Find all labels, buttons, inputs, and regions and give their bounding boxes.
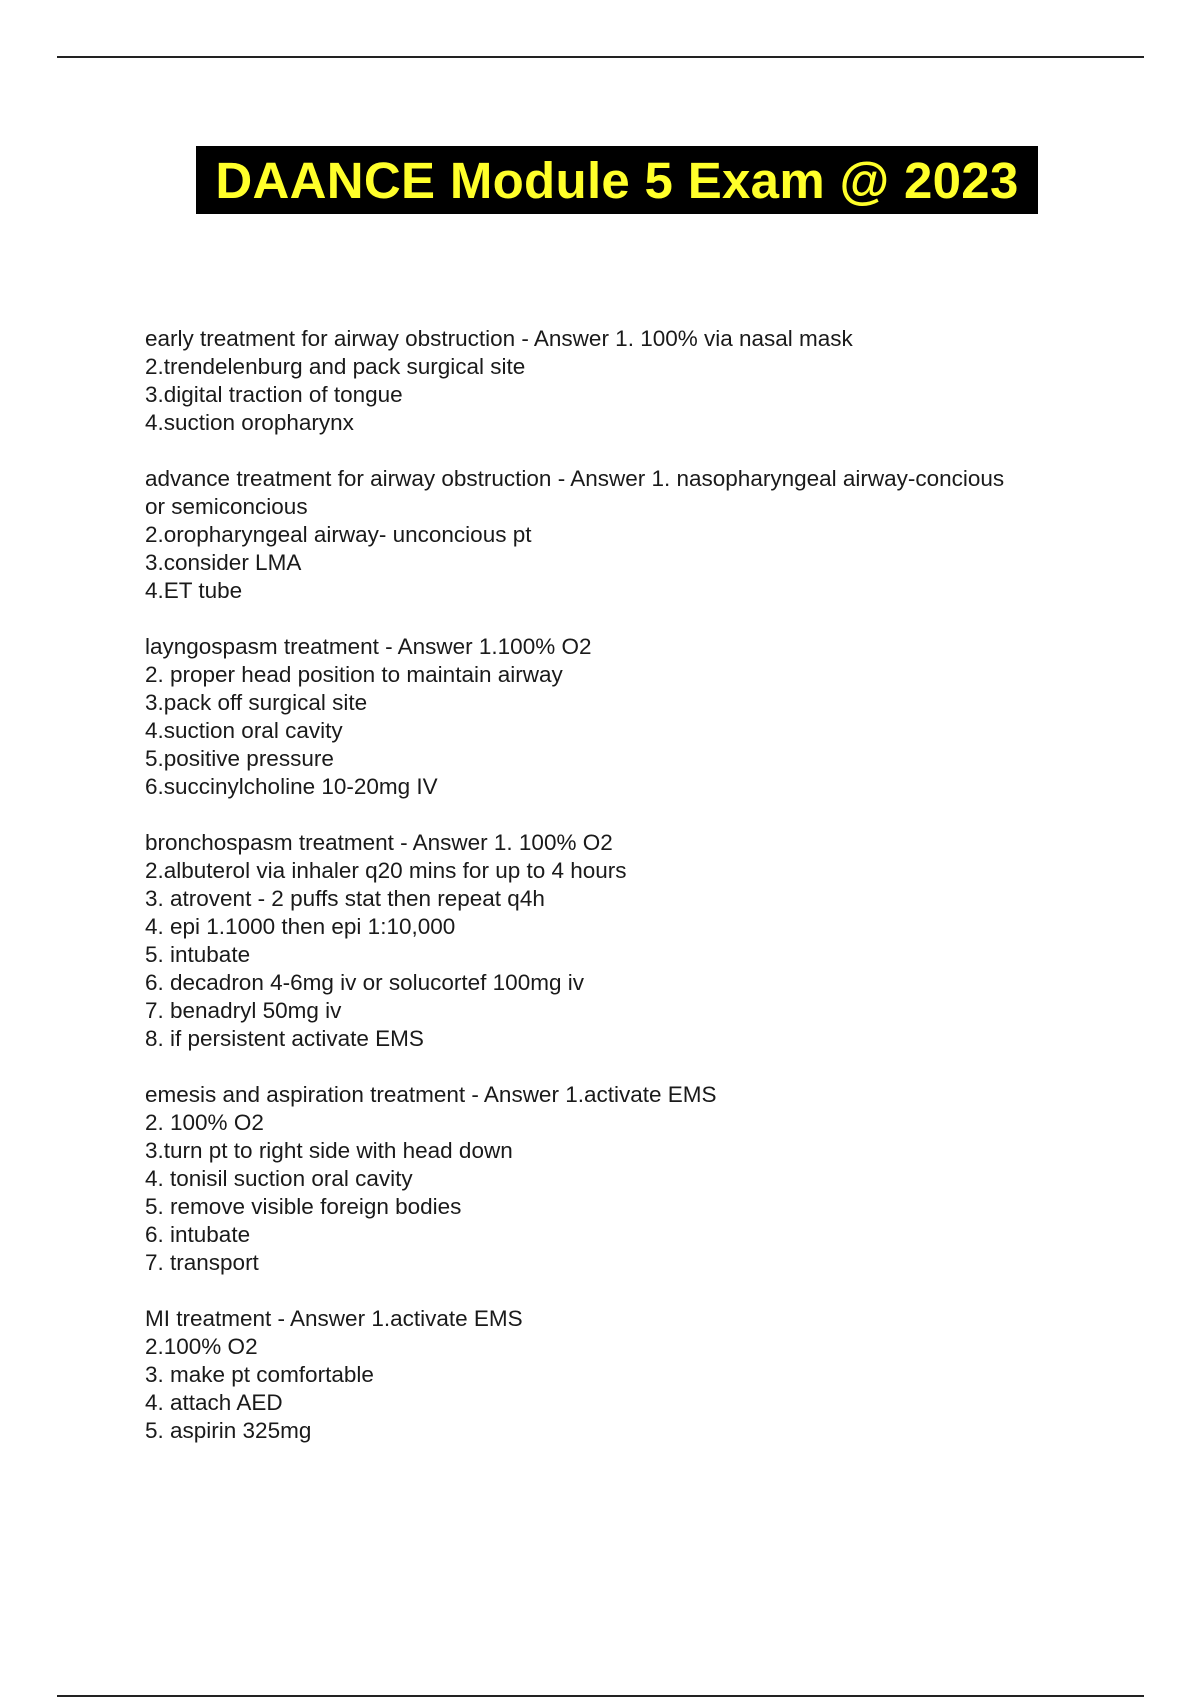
- question-line: layngospasm treatment - Answer 1.100% O2: [145, 634, 592, 659]
- answer-line: 2. proper head position to maintain airway: [145, 662, 563, 687]
- answer-line: 4. attach AED: [145, 1390, 283, 1415]
- answer-line: 3.turn pt to right side with head down: [145, 1138, 513, 1163]
- qa-entry: [145, 1081, 1095, 1277]
- answer-line: 2.oropharyngeal airway- unconcious pt: [145, 522, 532, 547]
- title-banner: [196, 146, 1038, 214]
- answer-line: 6. intubate: [145, 1222, 251, 1247]
- answer-line: 2.trendelenburg and pack surgical site: [145, 354, 526, 379]
- answer-line: 4.suction oropharynx: [145, 410, 354, 435]
- answer-line: 3.digital traction of tongue: [145, 382, 403, 407]
- answer-line: 3. make pt comfortable: [145, 1362, 374, 1387]
- qa-entry: [145, 829, 1095, 1053]
- document-body: [145, 325, 1095, 1473]
- answer-line: 5. aspirin 325mg: [145, 1418, 312, 1443]
- question-line: MI treatment - Answer 1.activate EMS: [145, 1306, 523, 1331]
- answer-line: 6.succinylcholine 10-20mg IV: [145, 774, 438, 799]
- answer-line: 5. remove visible foreign bodies: [145, 1194, 462, 1219]
- answer-line: 3.consider LMA: [145, 550, 302, 575]
- qa-entry: [145, 1305, 1095, 1445]
- question-line: advance treatment for airway obstruction - Answer 1. nasopharyngeal airway-concious: [145, 466, 1005, 491]
- question-line: emesis and aspiration treatment - Answer 1.activate EMS: [145, 1082, 717, 1107]
- answer-line: 4.suction oral cavity: [145, 718, 343, 743]
- bottom-rule: [57, 1695, 1144, 1697]
- document-title: DAANCE Module 5 Exam @ 2023: [215, 151, 1019, 209]
- answer-line: 8. if persistent activate EMS: [145, 1026, 424, 1051]
- question-line: bronchospasm treatment - Answer 1. 100% O2: [145, 830, 613, 855]
- answer-line: 6. decadron 4-6mg iv or solucortef 100mg iv: [145, 970, 584, 995]
- answer-line: 7. benadryl 50mg iv: [145, 998, 342, 1023]
- answer-line: 5. intubate: [145, 942, 251, 967]
- answer-line: 3. atrovent - 2 puffs stat then repeat q4h: [145, 886, 545, 911]
- answer-line: 7. transport: [145, 1250, 259, 1275]
- answer-line: 5.positive pressure: [145, 746, 334, 771]
- answer-line: 2.albuterol via inhaler q20 mins for up to 4 hours: [145, 858, 627, 883]
- answer-line: 2.100% O2: [145, 1334, 258, 1359]
- answer-line: 3.pack off surgical site: [145, 690, 368, 715]
- qa-entry: [145, 325, 1095, 437]
- answer-line: 4. tonisil suction oral cavity: [145, 1166, 413, 1191]
- question-line: early treatment for airway obstruction - Answer 1. 100% via nasal mask: [145, 326, 853, 351]
- answer-line: 4.ET tube: [145, 578, 243, 603]
- answer-line: 2. 100% O2: [145, 1110, 264, 1135]
- answer-line: or semiconcious: [145, 494, 308, 519]
- qa-entry: [145, 633, 1095, 801]
- top-rule: [57, 56, 1144, 58]
- qa-entry: [145, 465, 1095, 605]
- answer-line: 4. epi 1.1000 then epi 1:10,000: [145, 914, 456, 939]
